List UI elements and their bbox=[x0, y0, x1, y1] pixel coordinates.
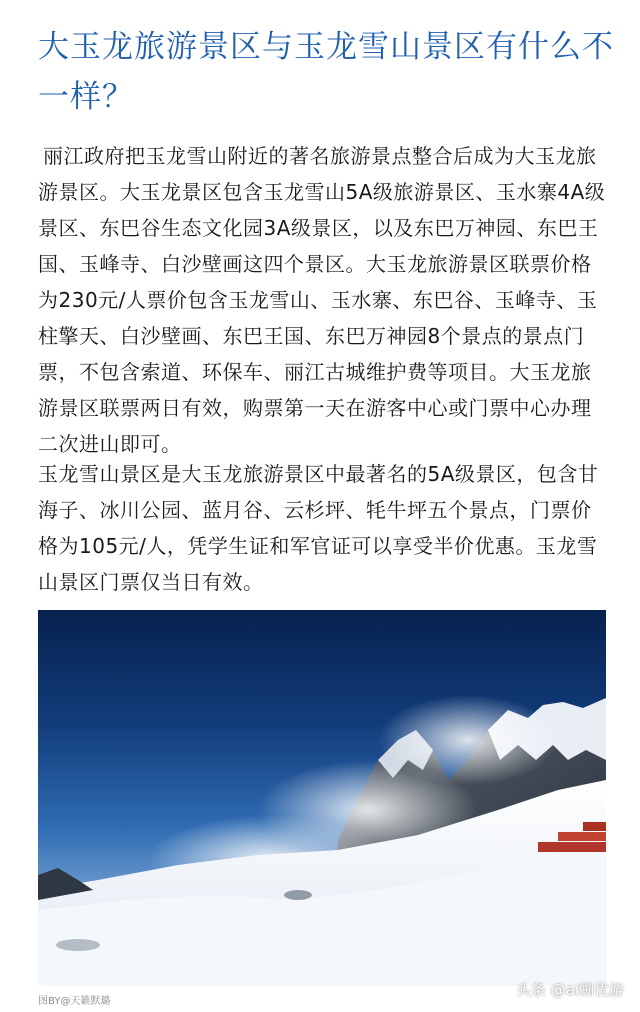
snow-mountain-photo bbox=[38, 610, 606, 986]
source-watermark: 头条 @ai蜘优游 bbox=[515, 981, 624, 999]
image-caption: 图BY@天籁默璐 bbox=[38, 996, 111, 1007]
article-title: 大玉龙旅游景区与玉龙雪山景区有什么不一样？ bbox=[38, 29, 614, 115]
article-paragraph-2: 玉龙雪山景区是大玉龙旅游景区中最著名的5A级景区，包含甘海子、冰川公园、蓝月谷、云杉坪、牦牛坪五个景点，门票价格为105元/人，凭学生证和军官证可以享受半价优惠。玉龙雪山景区门票仅当日有效。 bbox=[38, 462, 599, 594]
article-paragraph-1: 丽江政府把玉龙雪山附近的著名旅游景点整合后成为大玉龙旅游景区。大玉龙景区包含玉龙雪山5A级旅游景区、玉水寨4A级景区、东巴谷生态文化园3A级景区，以及东巴万神园、东巴王国、玉峰寺、白沙壁画这四个景区。大玉龙旅游景区联票价格为230元/人票价包含玉龙雪山、玉水寨、东巴谷、玉峰寺、玉柱擎天、白沙壁画、东巴王国、东巴万神园8个景点的景点门票，不包含索道、环保车、丽江古城维护费等项目。大玉龙旅游景区联票两日有效，购票第一天在游客中心或门票中心办理二次进山即可。 bbox=[38, 144, 606, 456]
